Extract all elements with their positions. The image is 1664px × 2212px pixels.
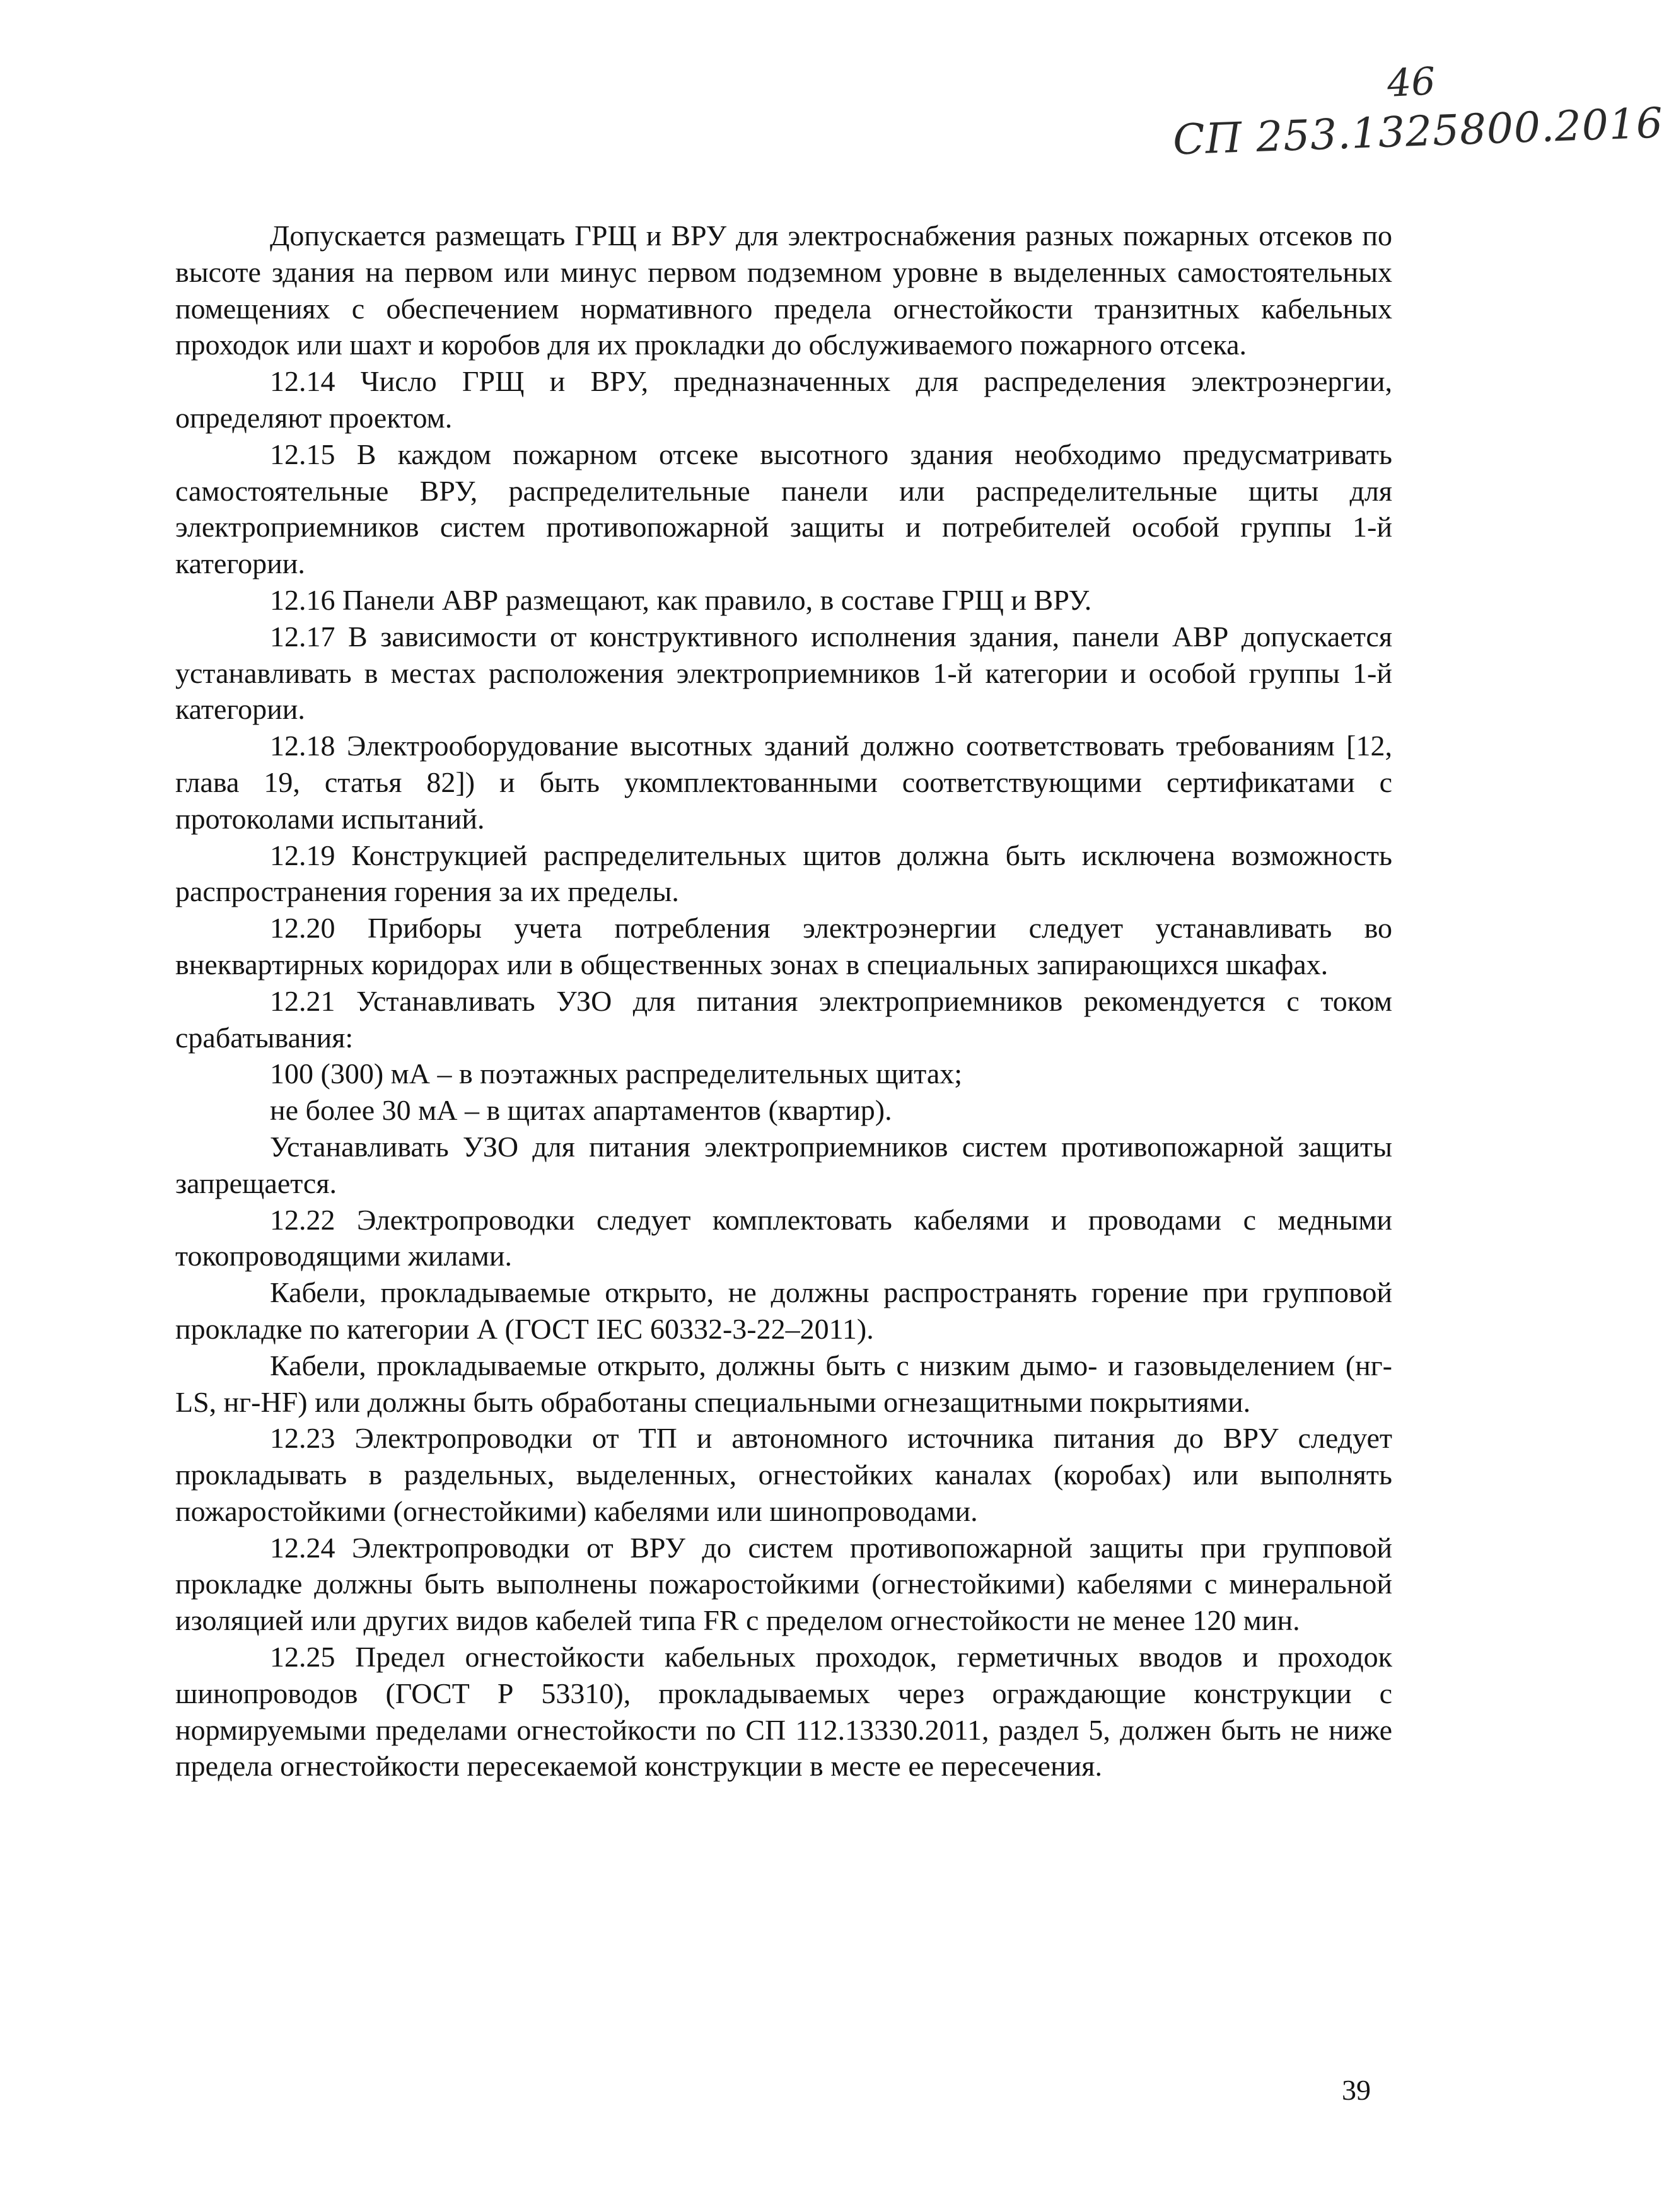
list-item-floor-panels: 100 (300) мА – в поэтажных распределительных щитах;	[270, 1057, 963, 1090]
paragraph-rcd-prohibition: Устанавливать УЗО для питания электроприемников систем противопожарной защиты запрещается.	[175, 1130, 1392, 1199]
paragraph-12-19: 12.19 Конструкцией распределительных щитов должна быть исключена возможность распространения горения за их пределы.	[175, 839, 1392, 908]
paragraph-12-23: 12.23 Электропроводки от ТП и автономного источника питания до ВРУ следует прокладывать в раздельных, выделенных, огнестойких каналах (коробах) или выполнять пожаростойкими (огнестойкими) кабелями или шинопроводами.	[175, 1422, 1392, 1527]
handwritten-page-number: 46	[1386, 59, 1437, 106]
document-body	[175, 218, 1392, 1784]
paragraph-12-16: 12.16 Панели АВР размещают, как правило, в составе ГРЩ и ВРУ.	[270, 583, 1092, 616]
paragraph-12-15: 12.15 В каждом пожарном отсеке высотного здания необходимо предусматривать самостоятельные ВРУ, распределительные панели или распределительные щиты для электроприемников систем противопожарной защиты и потребителей особой группы 1-й категории.	[175, 438, 1392, 580]
paragraph-12-25: 12.25 Предел огнестойкости кабельных проходок, герметичных вводов и проходок шинопроводов (ГОСТ Р 53310), прокладываемых через ограждающие конструкции с нормируемыми пределами огнестойкости по СП 112.13330.2011, раздел 5, должен быть не ниже предела огнестойкости пересекаемой конструкции в месте ее пересечения.	[175, 1641, 1392, 1783]
paragraph-12-20: 12.20 Приборы учета потребления электроэнергии следует устанавливать во внеквартирных коридорах или в общественных зонах в специальных запирающихся шкафах.	[175, 912, 1392, 981]
paragraph-12-21: 12.21 Устанавливать УЗО для питания электроприемников рекомендуется с током срабатывания:	[175, 984, 1392, 1054]
page-number: 39	[1342, 2074, 1371, 2106]
handwritten-document-code: СП 253.1325800.2016	[1172, 98, 1664, 165]
list-item-apartment-panels: не более 30 мА – в щитах апартаментов (квартир).	[270, 1094, 892, 1127]
paragraph-cables-flame: Кабели, прокладываемые открыто, не должны распространять горение при групповой прокладке по категории А (ГОСТ IEC 60332-3-22–2011).	[175, 1276, 1392, 1345]
paragraph-12-14: 12.14 Число ГРЩ и ВРУ, предназначенных для распределения электроэнергии, определяют проектом.	[175, 365, 1392, 434]
paragraph-12-24: 12.24 Электропроводки от ВРУ до систем противопожарной защиты при групповой прокладке должны быть выполнены пожаростойкими (огнестойкими) кабелями с минеральной изоляцией или других видов кабелей типа FR с пределом огнестойкости не менее 120 мин.	[175, 1531, 1392, 1637]
paragraph-cables-smoke: Кабели, прокладываемые открыто, должны быть с низким дымо- и газовыделением (нг-LS, нг-HF) или должны быть обработаны специальными огнезащитными покрытиями.	[175, 1349, 1392, 1418]
paragraph-12-22: 12.22 Электропроводки следует комплектовать кабелями и проводами с медными токопроводящими жилами.	[175, 1203, 1392, 1272]
paragraph-12-17: 12.17 В зависимости от конструктивного исполнения здания, панели АВР допускается устанавливать в местах расположения электроприемников 1-й категории и особой группы 1-й категории.	[175, 620, 1392, 726]
paragraph-12-18: 12.18 Электрооборудование высотных зданий должно соответствовать требованиям [12, глава 19, статья 82]) и быть укомплектованными соответствующими сертификатами с протоколами испытаний.	[175, 730, 1392, 835]
paragraph-intro: Допускается размещать ГРЩ и ВРУ для электроснабжения разных пожарных отсеков по высоте здания на первом или минус первом подземном уровне в выделенных самостоятельных помещениях с обеспечением нормативного предела огнестойкости транзитных кабельных проходок или шахт и коробов для их прокладки до обслуживаемого пожарного отсека.	[175, 219, 1392, 361]
